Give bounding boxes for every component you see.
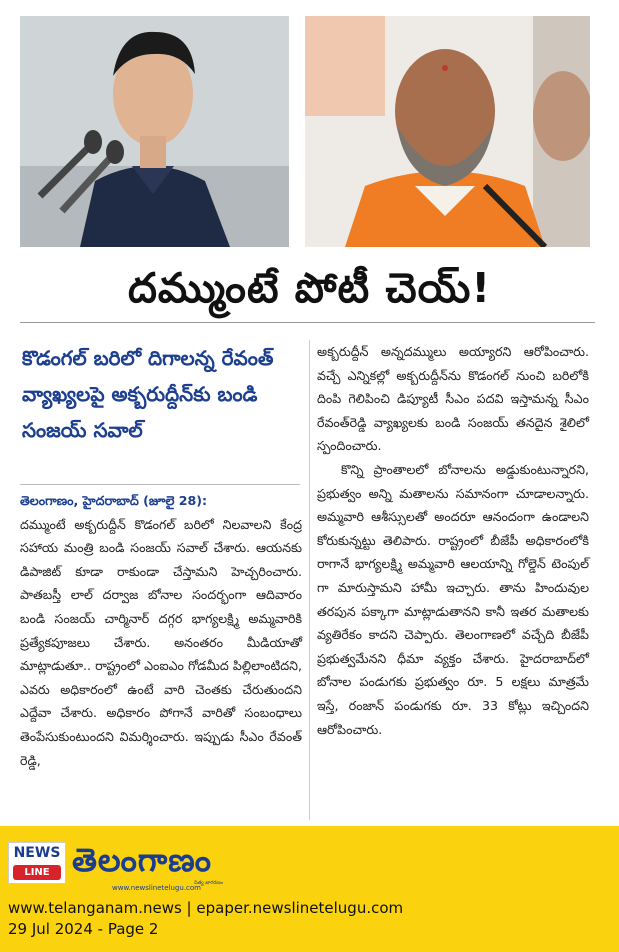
newsline-logo xyxy=(8,842,66,884)
subheading-divider xyxy=(20,484,300,485)
masthead-title: తెలంగాణం xyxy=(72,841,212,879)
article-column-left xyxy=(20,489,302,772)
column-divider xyxy=(309,340,310,820)
article-body-right-p2: కొన్ని ప్రాంతాలలో బోనాలను అడ్డుకుంటున్నారని, ప్రభుత్వం అన్ని మతాలను సమానంగా చూడాలన్నారు. అమ్మవారి ఆశీస్సులతో అందరూ ఆనందంగా ఉండాలని కోరుకున్నట్టు తెలిపారు. రాష్ట్రంలో బీజేపీ అధికారంలోకి రాగానే భాగ్యలక్ష్మి అమ్మవారి ఆలయాన్ని గోల్డెన్ టెంపుల్ గా మారుస్తామని హామీ ఇచ్చారు. తాను హిందువుల తరపున పక్కాగా మాట్లాడుతానని కానీ ఇతర మతాలకు వ్యతిరేకం కాదని చెప్పారు. తెలంగాణలో వచ్చేది బీజేపీ ప్రభుత్వమేనని ధీమా వ్యక్తం చేశారు. హైదరాబాద్‌లో బోనాల పండుగకు ప్రభుత్వం రూ. 5 లక్షలు మాత్రమే ఇస్తే, రంజాన్ పండుగకు రూ. 33 కోట్లు ఇచ్చిందని ఆరోపించారు. xyxy=(317,461,589,737)
masthead-url: www.newslinetelugu.com xyxy=(112,884,201,892)
masthead-tagline: నిత్య జాగరణం xyxy=(194,880,224,886)
article-dateline: తెలంగాణం, హైదరాబాద్ (జూలై 28): xyxy=(20,493,208,508)
article-headline: దమ్ముంటే పోటీ చెయ్! xyxy=(127,264,492,312)
logo-line-text: LINE xyxy=(13,865,61,880)
article-subheading: కొడంగల్ బరిలో దిగాలన్న రేవంత్ వ్యాఖ్యలపై అక్బరుద్దీన్‌కు బండి సంజయ్ సవాల్ xyxy=(22,346,274,442)
photo-right xyxy=(305,16,590,247)
article-body-left: దమ్ముంటే అక్బరుద్దీన్ కొడంగల్ బరిలో నిలవాలని కేంద్ర సహాయ మంత్రి బండి సంజయ్ సవాల్ చేశారు. ఆయనకు డిపాజిట్ కూడా రాకుండా చేస్తామని హెచ్చరించారు. పాతబస్తీ లాల్ దర్వాజ బోనాల సందర్భంగా ఆదివారం బండి సంజయ్ చార్మినార్ దగ్గర భాగ్యలక్ష్మి అమ్మవారికి ప్రత్యేకపూజలు చేశారు. అనంతరం మీడియాతో మాట్లాడుతూ.. రాష్ట్రంలో ఎంఐఎం గోడమీద పిల్లిలాంటిదని, ఎవరు అధికారంలో ఉంటే వారి చెంతకు చేరుతుందని ఎద్దేవా చేశారు. అధికారం పోగానే వారితో సంబంధాలు తెంపేసుకుంటుందని విమర్శించారు. ఇప్పుడు సీఎం రేవంత్ రెడ్డి, xyxy=(20,516,302,768)
footer-links[interactable]: www.telanganam.news | epaper.newslinetelugu.com xyxy=(8,899,404,917)
headline-divider xyxy=(20,322,595,323)
article-column-right xyxy=(317,340,589,741)
photo-left xyxy=(20,16,289,247)
logo-news-text: NEWS xyxy=(13,845,61,861)
footer-date-page: 29 Jul 2024 - Page 2 xyxy=(8,920,159,938)
article-body-right-p1: అక్బరుద్దీన్ అన్నదమ్ములు అయ్యారని ఆరోపించారు. వచ్చే ఎన్నికల్లో అక్బరుద్దీన్‌ను కొడంగల్ నుంచి బరిలోకి దింపి గెలిపించి డిప్యూటీ సీఎం పదవి ఇస్తామన్న సీఎం రేవంత్‌రెడ్డి వ్యాఖ్యలకు బండి సంజయ్ తనదైన శైలిలో స్పందించారు. xyxy=(317,344,589,454)
